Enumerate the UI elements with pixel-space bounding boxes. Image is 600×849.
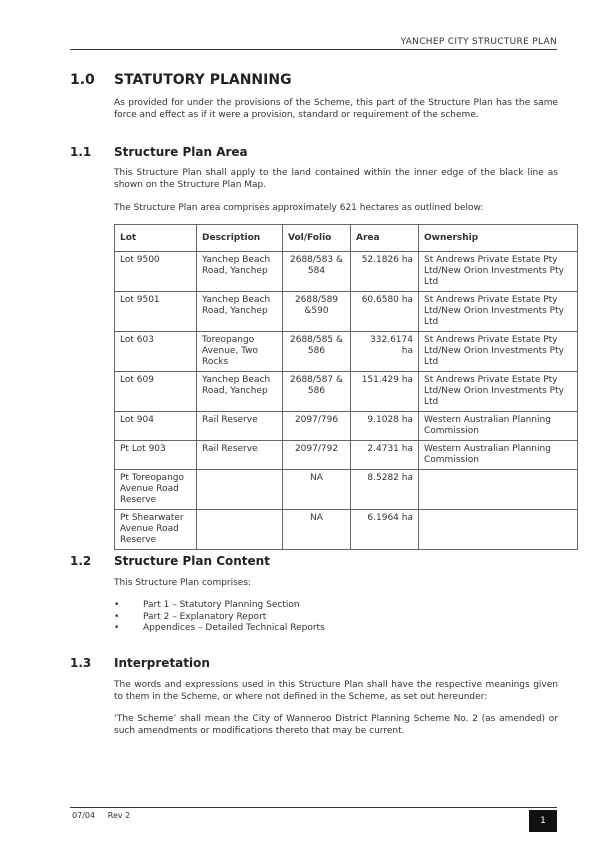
cell-vol-folio: NA (283, 470, 351, 510)
header-divider (70, 49, 557, 50)
section-1-1-para-1: This Structure Plan shall apply to the land contained within the inner edge of the black line as shown on the Structure Plan Map. (114, 168, 558, 190)
cell-description: Rail Reserve (197, 441, 283, 470)
cell-description: Yanchep Beach Road, Yanchep (197, 292, 283, 332)
section-1-3-title: Interpretation (114, 656, 210, 670)
cell-ownership (419, 470, 578, 510)
list-item-text: Appendices – Detailed Technical Reports (143, 623, 325, 633)
section-1-1-number: 1.1 (70, 145, 92, 159)
cell-ownership: St Andrews Private Estate Pty Ltd/New Orion Investments Pty Ltd (419, 332, 578, 372)
section-1-2-heading (70, 554, 270, 568)
section-1-1-heading (70, 145, 248, 159)
lots-table (114, 224, 578, 550)
bullet-icon: • (114, 600, 120, 610)
footer-revision (72, 811, 130, 820)
cell-ownership: St Andrews Private Estate Pty Ltd/New Orion Investments Pty Ltd (419, 292, 578, 332)
section-1-2-title: Structure Plan Content (114, 554, 270, 568)
cell-ownership: Western Australian Planning Commission (419, 441, 578, 470)
list-item-text: Part 2 – Explanatory Report (143, 611, 267, 622)
section-1-3-para-1: The words and expressions used in this Structure Plan shall have the respective meanings given to them in the Scheme, or where not defined in the Scheme, as set out hereunder: (114, 680, 558, 702)
section-1-1-para-2: The Structure Plan area comprises approximately 621 hectares as outlined below: (114, 203, 484, 213)
section-1-body: As provided for under the provisions of the Scheme, this part of the Structure Plan has the same force and effect as if it were a provision, standard or requirement of the scheme. (114, 98, 558, 120)
table-row (115, 441, 578, 470)
header-title: YANCHEP CITY STRUCTURE PLAN (400, 37, 557, 47)
section-1-2-intro: This Structure Plan comprises: (114, 578, 252, 588)
cell-description: Toreopango Avenue, Two Rocks (197, 332, 283, 372)
footer-divider (70, 807, 557, 808)
cell-description: Yanchep Beach Road, Yanchep (197, 252, 283, 292)
section-1-title: STATUTORY PLANNING (114, 72, 292, 88)
page-number (529, 810, 557, 832)
cell-lot: Pt Shearwater Avenue Road Reserve (115, 510, 197, 550)
cell-ownership: Western Australian Planning Commission (419, 412, 578, 441)
footer-rev: Rev 2 (107, 811, 131, 820)
section-1-3-heading (70, 656, 210, 670)
cell-area: 52.1826 ha (351, 252, 419, 292)
cell-description: Yanchep Beach Road, Yanchep (197, 372, 283, 412)
section-1-3-number: 1.3 (70, 656, 92, 670)
cell-vol-folio: 2688/585 & 586 (283, 332, 351, 372)
cell-ownership: St Andrews Private Estate Pty Ltd/New Orion Investments Pty Ltd (419, 372, 578, 412)
list-item-text: Part 1 – Statutory Planning Section (143, 600, 300, 610)
cell-vol-folio: 2097/792 (283, 441, 351, 470)
table-row (115, 470, 578, 510)
cell-lot: Lot 609 (115, 372, 197, 412)
list-item (114, 600, 325, 612)
cell-vol-folio: 2688/583 & 584 (283, 252, 351, 292)
table-row (115, 412, 578, 441)
cell-area: 60.6580 ha (351, 292, 419, 332)
cell-area: 2.4731 ha (351, 441, 419, 470)
cell-ownership (419, 510, 578, 550)
contents-list (114, 600, 325, 635)
section-1-3-para-2: ‘The Scheme’ shall mean the City of Wanneroo District Planning Scheme No. 2 (as amended) or such amendments or modifications thereto that may be current. (114, 714, 558, 736)
col-header-description: Description (197, 225, 283, 252)
cell-area: 332.6174 ha (351, 332, 419, 372)
section-1-2-number: 1.2 (70, 554, 92, 568)
cell-vol-folio: 2688/587 & 586 (283, 372, 351, 412)
list-item (114, 612, 325, 624)
section-1-heading (70, 72, 292, 88)
cell-vol-folio: 2688/589 &590 (283, 292, 351, 332)
cell-vol-folio: NA (283, 510, 351, 550)
table-row (115, 372, 578, 412)
table-row (115, 252, 578, 292)
cell-area: 9.1028 ha (351, 412, 419, 441)
section-1-number: 1.0 (70, 72, 95, 88)
cell-vol-folio: 2097/796 (283, 412, 351, 441)
list-item (114, 623, 325, 635)
cell-area: 151.429 ha (351, 372, 419, 412)
page-number-text: 1 (540, 816, 546, 826)
table-row (115, 292, 578, 332)
cell-lot: Lot 9500 (115, 252, 197, 292)
col-header-lot: Lot (115, 225, 197, 252)
cell-lot: Lot 603 (115, 332, 197, 372)
cell-area: 6.1964 ha (351, 510, 419, 550)
cell-lot: Lot 9501 (115, 292, 197, 332)
table-header-row (115, 225, 578, 252)
cell-lot: Pt Toreopango Avenue Road Reserve (115, 470, 197, 510)
section-1-1-title: Structure Plan Area (114, 145, 248, 159)
cell-lot: Pt Lot 903 (115, 441, 197, 470)
col-header-ownership: Ownership (419, 225, 578, 252)
bullet-icon: • (114, 623, 120, 633)
cell-description (197, 510, 283, 550)
col-header-area: Area (351, 225, 419, 252)
bullet-icon: • (114, 611, 120, 622)
cell-lot: Lot 904 (115, 412, 197, 441)
cell-ownership: St Andrews Private Estate Pty Ltd/New Orion Investments Pty Ltd (419, 252, 578, 292)
table-row (115, 332, 578, 372)
col-header-vol-folio: Vol/Folio (283, 225, 351, 252)
footer-date: 07/04 (72, 811, 96, 820)
table-row (115, 510, 578, 550)
cell-area: 8.5282 ha (351, 470, 419, 510)
cell-description: Rail Reserve (197, 412, 283, 441)
cell-description (197, 470, 283, 510)
